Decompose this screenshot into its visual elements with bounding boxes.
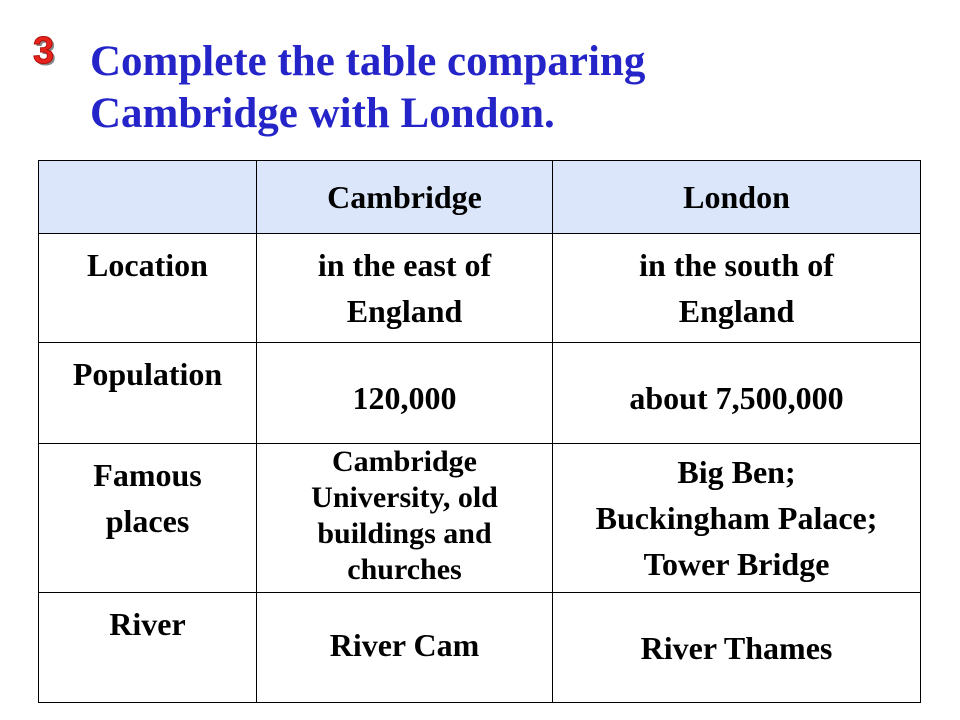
cell-line: buildings and — [317, 517, 492, 550]
table-row — [39, 343, 921, 444]
row-label-text: places — [105, 503, 190, 539]
table-row — [39, 444, 921, 593]
cell-line: Big Ben; — [677, 454, 796, 490]
row-label-text: Famous — [93, 457, 202, 493]
cell-line: Cambridge — [332, 445, 477, 478]
table-header-row — [39, 161, 921, 234]
row-label-text: Population — [72, 356, 223, 392]
cell-line: in the east of — [317, 247, 492, 283]
row-label-river — [39, 593, 257, 703]
london-location-cell — [553, 234, 921, 343]
london-population-cell — [553, 343, 921, 444]
page-title — [90, 36, 850, 140]
cell-line: England — [678, 293, 795, 329]
table-row — [39, 234, 921, 343]
cell-line: churches — [347, 553, 462, 586]
comparison-table — [38, 160, 921, 703]
title-line-1: Complete the table comparing — [90, 38, 646, 85]
header-cell-london: London — [553, 161, 921, 234]
row-label-location — [39, 234, 257, 343]
cell-line: 120,000 — [352, 380, 457, 416]
header-cell-empty — [39, 161, 257, 234]
cell-line: in the south of — [639, 247, 834, 283]
cambridge-population-cell — [257, 343, 553, 444]
cell-line: Buckingham Palace; — [595, 500, 878, 536]
row-label-text: Location — [87, 247, 208, 283]
title-line-2: Cambridge with London. — [90, 90, 555, 137]
cell-line: about 7,500,000 — [629, 380, 844, 416]
cell-line: River Thames — [640, 629, 833, 666]
cambridge-famous-cell — [257, 444, 553, 593]
cell-line: River Cam — [329, 626, 480, 663]
table-row — [39, 593, 921, 703]
london-river-cell — [553, 593, 921, 703]
cell-line: University, old — [311, 481, 498, 514]
london-famous-cell — [553, 444, 921, 593]
row-label-famous-places — [39, 444, 257, 593]
cell-line: England — [346, 293, 463, 329]
header-cell-cambridge: Cambridge — [257, 161, 553, 234]
cambridge-river-cell — [257, 593, 553, 703]
question-number-badge: 3 — [33, 30, 55, 72]
row-label-text: River — [109, 606, 186, 642]
row-label-population — [39, 343, 257, 444]
cambridge-location-cell — [257, 234, 553, 343]
cell-line: Tower Bridge — [643, 546, 830, 582]
